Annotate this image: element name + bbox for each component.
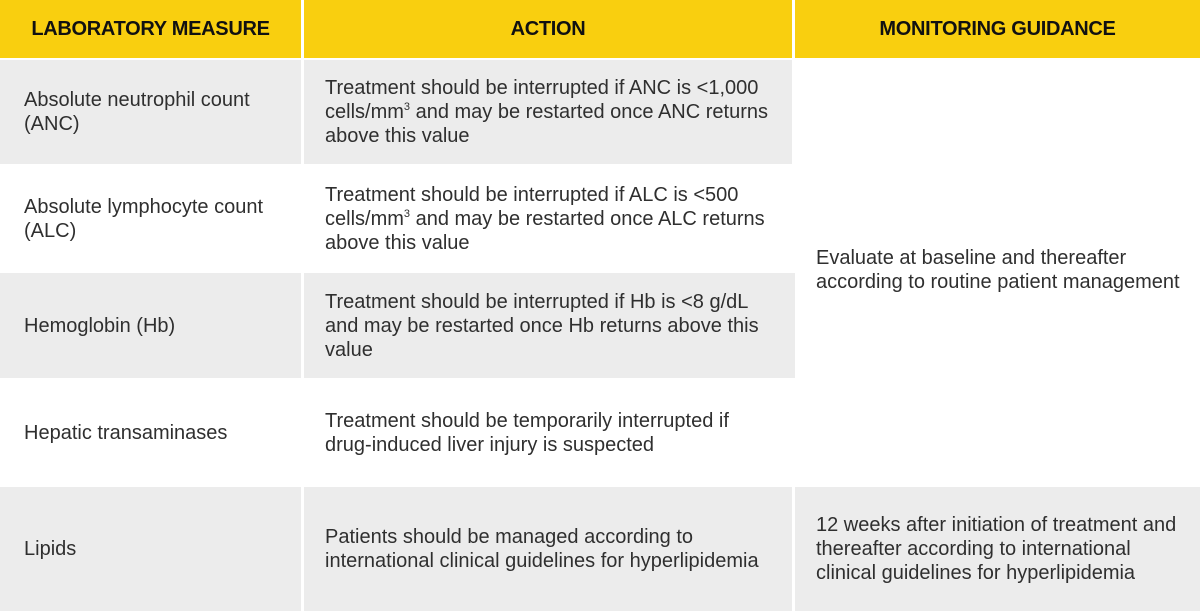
action-cell (304, 60, 795, 166)
action-text: Treatment should be interrupted if ANC is <1,000 cells/mm (325, 77, 759, 123)
action-cell: Patients should be managed according to international clinical guidelines for hyperlipidemia (304, 487, 795, 613)
action-text-cont: and may be restarted once ANC returns above this value (325, 101, 768, 147)
header-action: ACTION (304, 0, 795, 60)
measure-cell: Absolute lymphocyte count (ALC) (0, 166, 304, 273)
action-cell: Treatment should be interrupted if Hb is <8 g/dL and may be restarted once Hb returns above this value (304, 273, 795, 380)
monitoring-cell-lipids: 12 weeks after initiation of treatment and thereafter according to international clinical guidelines for hyperlipidemia (795, 487, 1200, 613)
header-laboratory-measure: LABORATORY MEASURE (0, 0, 304, 60)
superscript: 3 (403, 101, 411, 113)
action-cell (304, 166, 795, 273)
measure-cell: Hepatic transaminases (0, 380, 304, 487)
superscript: 3 (403, 207, 411, 220)
monitoring-cell-shared: Evaluate at baseline and thereafter according to routine patient management (795, 60, 1200, 487)
action-text: Treatment should be interrupted if ALC is <500 cells/mm (325, 183, 739, 230)
table-row (0, 487, 1200, 613)
measure-cell: Absolute neutrophil count (ANC) (0, 60, 304, 166)
action-text-cont: and may be restarted once ALC returns above this value (325, 207, 765, 254)
header-row (0, 0, 1200, 60)
measure-cell: Hemoglobin (Hb) (0, 273, 304, 380)
action-cell: Treatment should be temporarily interrupted if drug-induced liver injury is suspected (304, 380, 795, 487)
header-monitoring-guidance: MONITORING GUIDANCE (795, 0, 1200, 60)
table-row (0, 60, 1200, 166)
measure-cell: Lipids (0, 487, 304, 613)
